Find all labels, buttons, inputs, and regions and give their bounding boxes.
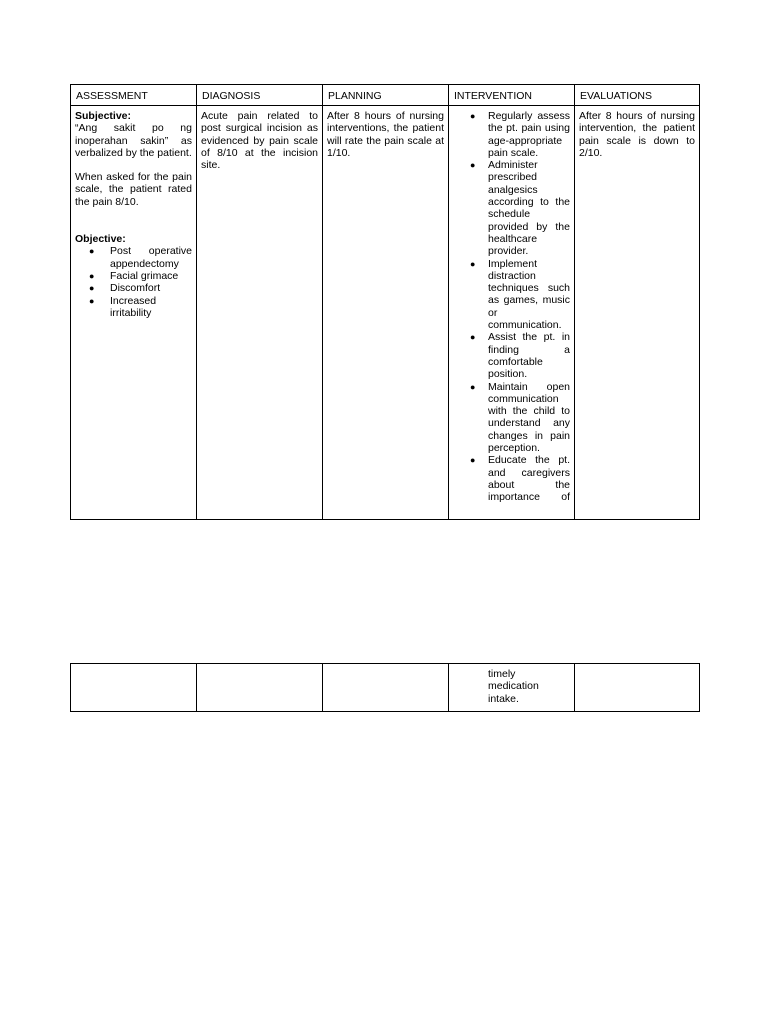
table-row [71,106,700,520]
continuation-planning-cell [323,664,449,712]
table-row [71,664,700,712]
list-item: ● Maintain open communication with the child to understand any changes in pain perception. [470,380,570,455]
nursing-care-plan-table [70,84,700,520]
continuation-intervention-cell [449,664,575,712]
bullet-icon: ● [470,455,476,466]
continuation-table [70,663,700,712]
intervention-cell [449,106,575,520]
continuation-assessment-cell [71,664,197,712]
subjective-label: Subjective: [75,110,132,122]
evaluation-cell [575,106,700,520]
list-item: ● Facial grimace [89,269,179,282]
list-item: ● Post operative appendectomy [89,245,192,270]
planning-text: After 8 hours of nursing interventions, the patient will rate the pain scale at 1/10. [327,110,444,159]
bullet-icon: ● [89,246,95,257]
header-evaluations: EVALUATIONS [575,85,700,106]
objective-list [75,245,192,319]
subjective-pain-rating: When asked for the pain scale, the patient rated the pain 8/10. [75,171,192,208]
bullet-icon: ● [470,381,476,392]
list-item: ● Educate the pt. and caregivers about the importance of [470,454,570,504]
intervention-list [453,110,570,504]
bullet-icon: ● [470,111,476,121]
list-item: ● Assist the pt. in finding a comfortable position. [470,331,570,381]
list-item: ● Regularly assess the pt. pain using age-appropriate pain scale. [470,110,570,159]
bullet-icon: ● [89,270,95,281]
continuation-evaluation-cell [575,664,700,712]
table-header-row [71,85,700,106]
bullet-icon: ● [89,295,95,306]
list-item: ● Discomfort [89,282,161,295]
subjective-quote: “Ang sakit po ng inoperahan sakin” as verbalized by the patient. [75,122,192,159]
header-assessment: ASSESSMENT [71,85,197,106]
header-diagnosis: DIAGNOSIS [197,85,323,106]
list-item: ● Implement distraction techniques such as games, music or communication. [470,257,570,332]
continuation-diagnosis-cell [197,664,323,712]
header-planning: PLANNING [323,85,449,106]
continuation-intervention-text: timely medication intake. [488,668,539,705]
assessment-cell [71,106,197,520]
objective-label: Objective: [75,233,126,246]
diagnosis-text: Acute pain related to post surgical incision as evidenced by pain scale of 8/10 at the incision site. [201,110,318,172]
bullet-icon: ● [470,258,476,269]
bullet-icon: ● [470,160,476,171]
list-item: ● Administer prescribed analgesics according to the schedule provided by the healthcare provider. [470,159,570,258]
diagnosis-cell [197,106,323,520]
bullet-icon: ● [89,283,95,294]
bullet-icon: ● [470,332,476,343]
evaluation-text: After 8 hours of nursing intervention, the patient pain scale is down to 2/10. [579,110,695,159]
planning-cell [323,106,449,520]
header-intervention: INTERVENTION [449,85,575,106]
list-item: ● Increased irritability [89,294,157,319]
